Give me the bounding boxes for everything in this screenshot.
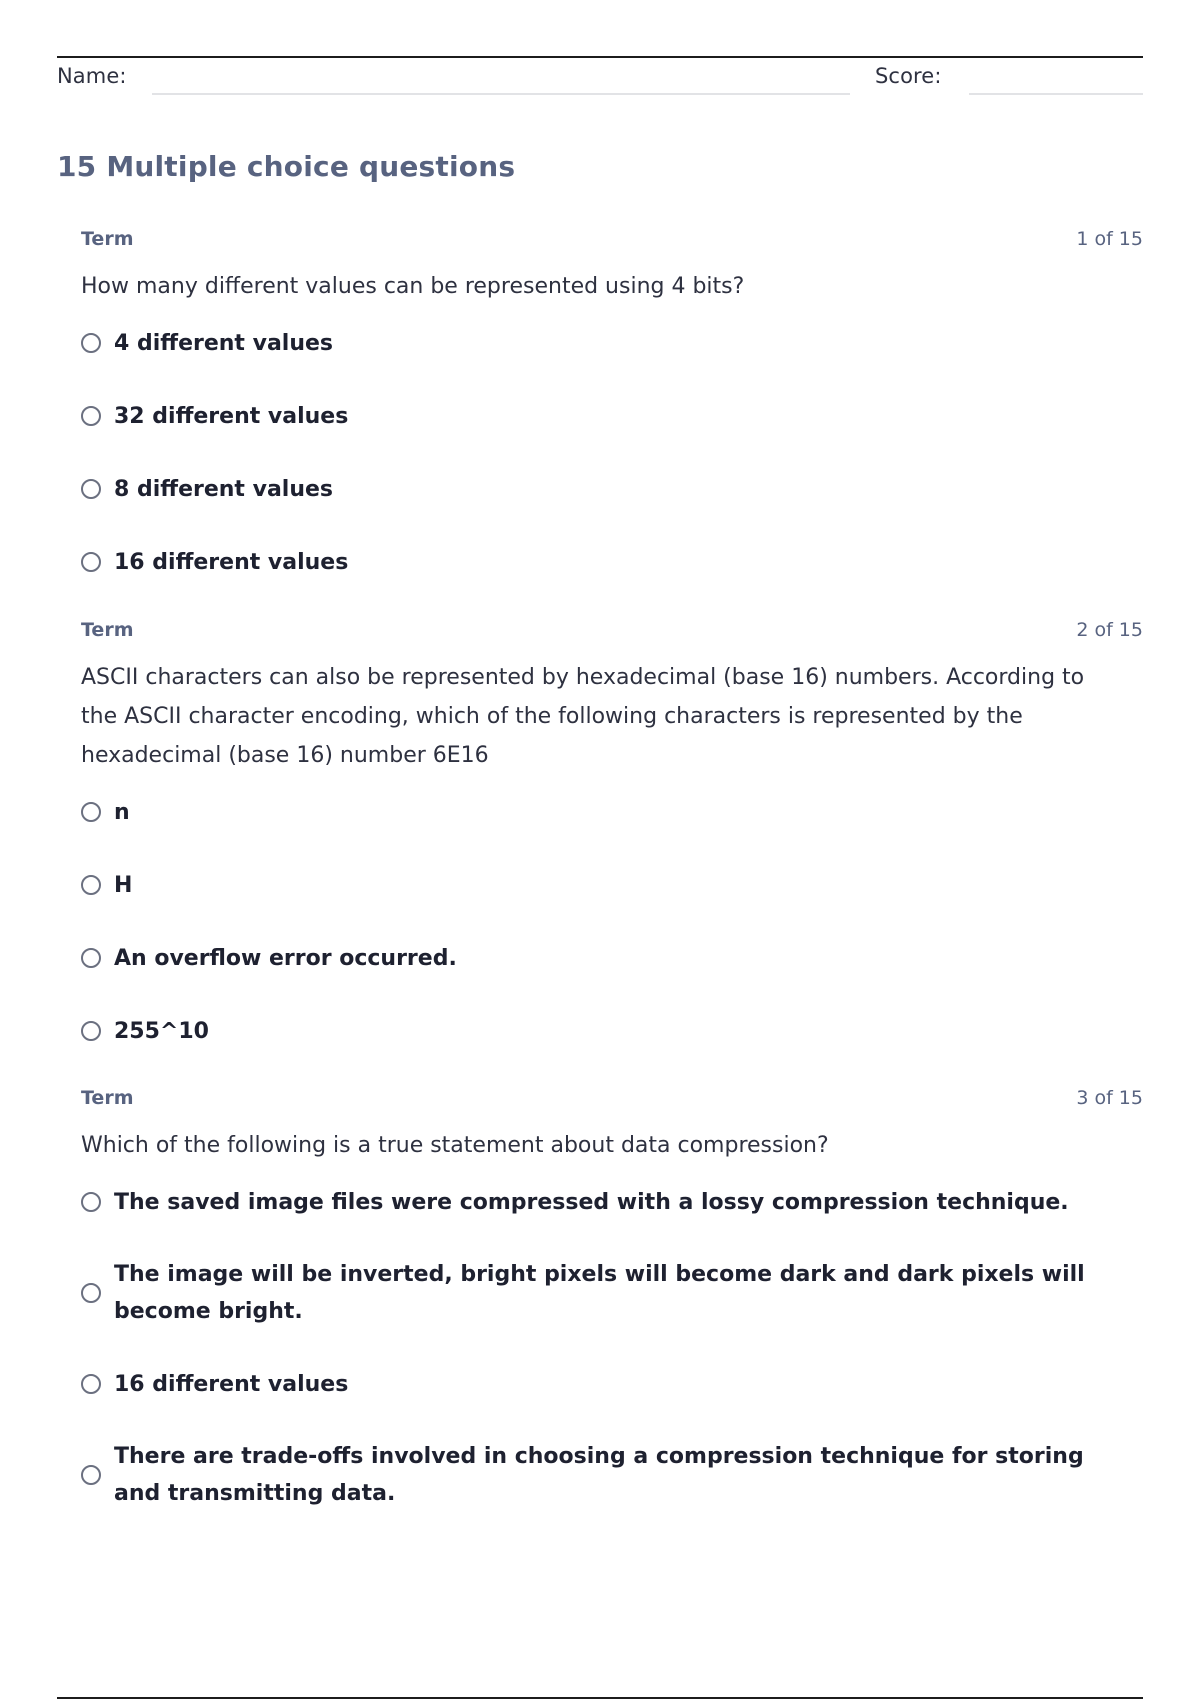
option-label: 32 different values <box>114 403 349 429</box>
term-label: Term <box>81 619 134 641</box>
option-label: 8 different values <box>114 476 334 502</box>
answer-option[interactable] <box>81 1256 1143 1330</box>
options-list <box>81 1183 1143 1512</box>
question-3 <box>81 1087 1143 1547</box>
option-label: An overflow error occurred. <box>114 945 457 971</box>
answer-option[interactable] <box>81 1365 1143 1403</box>
radio-button[interactable] <box>81 1192 101 1212</box>
option-label: H <box>114 872 133 898</box>
radio-button[interactable] <box>81 333 101 353</box>
radio-button[interactable] <box>81 552 101 572</box>
answer-option[interactable] <box>81 1183 1143 1221</box>
option-label: 255^10 <box>114 1018 209 1044</box>
radio-button[interactable] <box>81 1465 101 1485</box>
options-list <box>81 324 1143 581</box>
answer-option[interactable] <box>81 793 1143 831</box>
radio-button[interactable] <box>81 1021 101 1041</box>
name-field[interactable] <box>152 93 850 95</box>
question-header <box>81 228 1143 258</box>
question-header <box>81 1087 1143 1117</box>
question-prompt: ASCII characters can also be represented by hexadecimal (base 16) numbers. According to the ASCII character encoding, which of the following characters is represented by the hexadecimal (base 16) number 6E16 <box>81 665 1085 768</box>
score-field[interactable] <box>969 93 1143 95</box>
answer-option[interactable] <box>81 397 1143 435</box>
question-counter: 3 of 15 <box>1076 1087 1143 1109</box>
option-label: n <box>114 799 130 825</box>
worksheet-page <box>57 0 1143 1700</box>
header-row <box>57 62 1143 98</box>
answer-option[interactable] <box>81 470 1143 508</box>
answer-option[interactable] <box>81 1012 1143 1050</box>
radio-button[interactable] <box>81 479 101 499</box>
answer-option[interactable] <box>81 939 1143 977</box>
radio-button[interactable] <box>81 1374 101 1394</box>
option-label: 4 different values <box>114 330 334 356</box>
question-counter: 2 of 15 <box>1076 619 1143 641</box>
option-label: 16 different values <box>114 1371 349 1397</box>
term-label: Term <box>81 228 134 250</box>
section-title: 15 Multiple choice questions <box>57 150 516 183</box>
score-label: Score: <box>875 64 942 88</box>
name-label: Name: <box>57 64 127 88</box>
answer-option[interactable] <box>81 1438 1143 1512</box>
answer-option[interactable] <box>81 324 1143 362</box>
question-prompt: How many different values can be represented using 4 bits? <box>81 274 745 299</box>
radio-button[interactable] <box>81 948 101 968</box>
answer-option[interactable] <box>81 866 1143 904</box>
question-prompt: Which of the following is a true statement about data compression? <box>81 1133 829 1158</box>
question-1 <box>81 228 1143 616</box>
option-label: The image will be inverted, bright pixels will become dark and dark pixels will become bright. <box>114 1262 1085 1324</box>
bottom-rule <box>57 1697 1143 1699</box>
radio-button[interactable] <box>81 406 101 426</box>
answer-option[interactable] <box>81 543 1143 581</box>
radio-button[interactable] <box>81 802 101 822</box>
top-rule <box>57 56 1143 58</box>
question-2 <box>81 619 1143 1085</box>
question-header <box>81 619 1143 649</box>
option-label: The saved image files were compressed with a lossy compression technique. <box>114 1189 1069 1215</box>
term-label: Term <box>81 1087 134 1109</box>
options-list <box>81 793 1143 1050</box>
radio-button[interactable] <box>81 1283 101 1303</box>
option-label: 16 different values <box>114 549 349 575</box>
option-label: There are trade-offs involved in choosing a compression technique for storing and transmitting data. <box>114 1444 1084 1506</box>
question-counter: 1 of 15 <box>1076 228 1143 250</box>
radio-button[interactable] <box>81 875 101 895</box>
